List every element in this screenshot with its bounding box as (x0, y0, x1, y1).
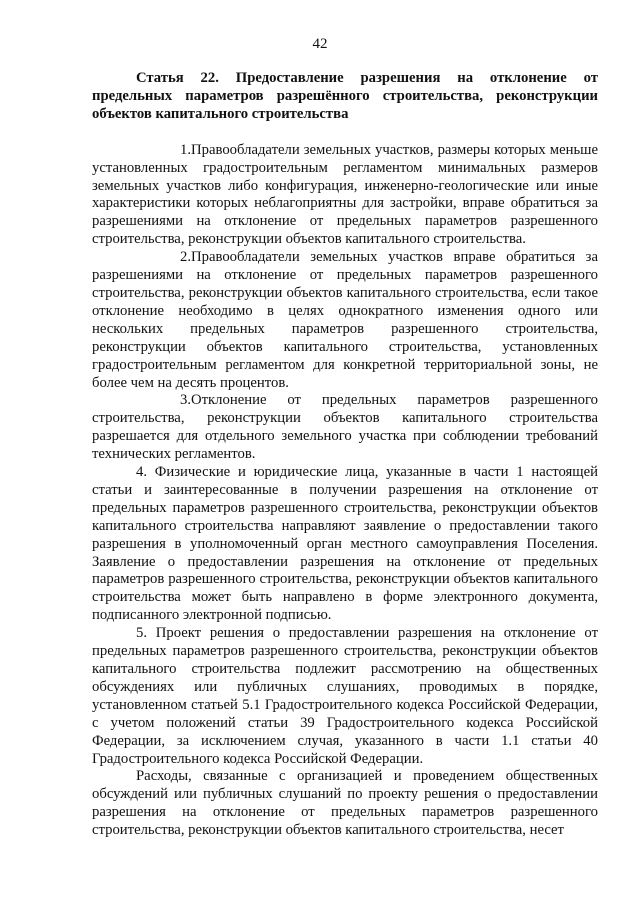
paragraph-6 (92, 768, 598, 840)
paragraph-text: Отклонение от предельных параметров разрешенного строительства, реконструкции объектов капитального строительства разрешается для отдельного земельного участка при соблюдении требований технических регламентов. (92, 392, 598, 463)
document-body (92, 70, 598, 840)
paragraph-2 (92, 249, 598, 392)
paragraph-text: Правообладатели земельных участков, размеры которых меньше установленных градостроительным регламентом минимальных размеров земельных участков либо конфигурация, инженерно-геологические или иные характеристики которых неблагоприятны для застройки, вправе обратиться за разрешениями на отклонение от предельных параметров разрешенного строительства, реконструкции объектов капитального строительства. (92, 141, 598, 248)
article-title: Статья 22. Предоставление разрешения на отклонение от предельных параметров разрешённого строительства, реконструкции объектов капитального строительства (92, 70, 598, 122)
page-number: 42 (312, 36, 328, 52)
paragraph-3 (92, 392, 598, 464)
paragraph-text: 5. Проект решения о предоставлении разрешения на отклонение от предельных параметров разрешенного строительства, реконструкции объектов капитального строительства подлежит рассмотрению на общественных обсуждениях или публичных слушаниях, проводимых в порядке, установленном статьей 5.1 Градостроительного кодекса Российской Федерации, с учетом положений статьи 39 Градостроительного кодекса Российской Федерации, за исключением случая, указанного в части 1.1 статьи 40 Градостроительного кодекса Российской Федерации. (92, 625, 598, 767)
paragraph-number: 3. (180, 392, 192, 409)
paragraph-text: 4. Физические и юридические лица, указанные в части 1 настоящей статьи и заинтересованные в получении разрешения на отклонение от предельных параметров разрешенного строительства, реконструкции объектов капитального строительства направляют заявление о предоставлении такого разрешения в уполномоченный орган местного самоуправления Поселения. Заявление о предоставлении разрешения на отклонение от предельных параметров разрешенного строительства, реконструкции объектов капитального строительства может быть направлено в форме электронного документа, подписанного электронной подписью. (92, 464, 598, 624)
paragraph-4 (92, 464, 598, 625)
paragraph-1 (92, 142, 598, 249)
paragraph-text: Правообладатели земельных участков вправе обратиться за разрешениями на отклонение от предельных параметров разрешенного строительства, реконструкции объектов капитального строительства, если такое отклонение необходимо в целях однократного изменения одного или нескольких предельных параметров разрешенного строительства, реконструкции объектов капитального строительства, установленных градостроительным регламентом для конкретной территориальной зоны, не более чем на десять процентов. (92, 249, 598, 391)
paragraph-number: 2. (180, 249, 192, 266)
paragraph-number: 1. (180, 141, 192, 158)
paragraph-text: Расходы, связанные с организацией и проведением общественных обсуждений или публичных слушаний по проекту решения о предоставлении разрешения на отклонение от предельных параметров разрешенного строительства, реконструкции объектов капитального строительства, несет (92, 768, 598, 839)
paragraph-5 (92, 625, 598, 768)
